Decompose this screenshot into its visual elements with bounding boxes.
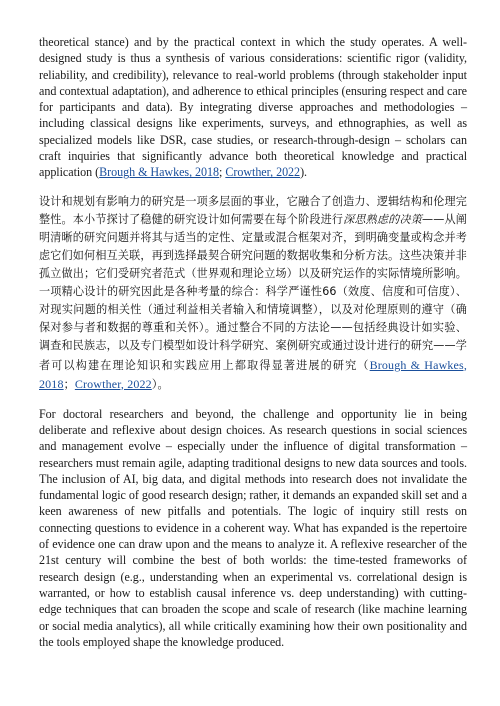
paragraph-english-2 bbox=[39, 406, 467, 650]
citation-end: ）。 bbox=[151, 377, 169, 391]
citation-separator: ; bbox=[219, 165, 223, 180]
citation-link-crowther[interactable]: Crowther, 2022 bbox=[74, 376, 152, 391]
paragraph-text: 设计和规划有影响力的研究是一项多层面的事业，它融合了创造力、逻辑结构和伦理完整性。本小节探讨了稳健的研究设计如何需要在每个阶段进行 bbox=[39, 194, 467, 226]
citation-link-brough-hawkes[interactable]: Brough & Hawkes, 2018 bbox=[99, 165, 220, 180]
paragraph-text-continued: ——从阐明清晰的研究问题并将其与适当的定性、定量或混合框架对齐，到明确变量或构念并考虑它们如何相互关联，再到选择最契合研究问题的数据收集和分析方法。这些决策并非孤立做出；它们受研究者范式（世界观和理论立场）以及研究运作的实际情境所影响。一项精心设计的研究因此是各种考量的综合：科学严谨性66（效度、信度和可信度）、对现实问题的相关性（通过利益相关者输入和情境调整），以及对伦理原则的遵守（确保对参与者和数据的尊重和关怀）。通过整合不同的方法论——包括经典设计如实验、调查和民族志，以及专门模型如设计科学研究、案例研究或通过设计进行的研究——学者可以构建在理论知识和实践应用上都取得显著进展的研究（ bbox=[39, 212, 467, 372]
citation-link-brough-hawkes[interactable]: Brough & Hawkes, 2018 bbox=[39, 357, 467, 391]
paragraph-text: theoretical stance) and by the practical context in which the study operates. A well-designed study is thus a synthesis of various considerations: scientific rigor (validity, reliability, and credibility), relevance to real-world problems (through stakeholder input and contextual adaptation), and adherence to ethical principles (ensuring respect and care for participants and data). By integrating diverse approaches and methodologies – including classical designs like experiments, surveys, and ethnographies, as well as specialized models like DSR, case studies, or research-through-design – scholars can craft inquiries that significantly advance both theoretical knowledge and practical application ( bbox=[39, 35, 467, 180]
paragraph-english-1 bbox=[39, 34, 467, 181]
citation-separator: ； bbox=[63, 377, 75, 391]
document-page bbox=[39, 34, 467, 650]
emphasis-text: 深思熟虑的决策 bbox=[343, 212, 422, 226]
paragraph-text: For doctoral researchers and beyond, the challenge and opportunity lie in being deliberate and reflexive about design choices. As research questions in social sciences and management evolve – especially under the influence of digital transformation – researchers must remain agile, adapting traditional designs to new data sources and tools. The inclusion of AI, big data, and digital methods into research does not invalidate the fundamental logic of good research design; rather, it demands an expanded skill set and a keen awareness of new pitfalls and potentials. The logic of inquiry still rests on connecting questions to evidence in a coherent way. What has expanded is the repertoire of evidence one can draw upon and the means to analyze it. A reflexive researcher of the 21st century will combine the best of both worlds: the time-tested frameworks of research design (e.g., understanding when an experimental vs. correlational design is warranted, or how to establish causal inference vs. deep understanding) with cutting-edge techniques that can broaden the scope and scale of research (like machine learning or social media analytics), all while critically examining how their own positionality and the tools employed shape the knowledge produced. bbox=[39, 406, 467, 649]
paragraph-chinese bbox=[39, 193, 467, 394]
citation-end: ). bbox=[300, 165, 308, 180]
citation-link-crowther[interactable]: Crowther, 2022 bbox=[225, 165, 301, 180]
